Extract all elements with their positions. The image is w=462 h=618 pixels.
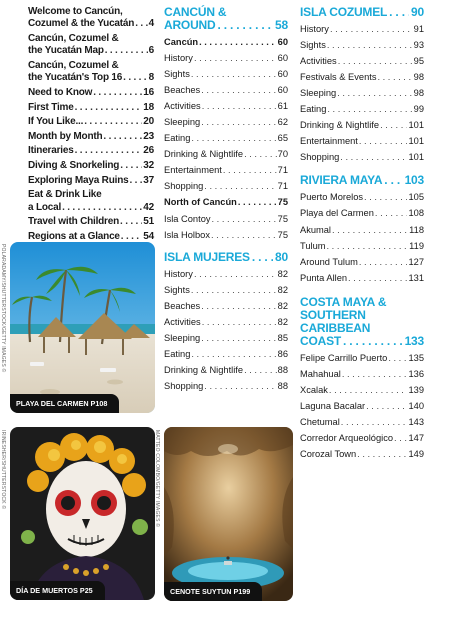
toc-item-label: Puerto Morelos bbox=[300, 192, 364, 203]
toc-item-label: Eating bbox=[164, 348, 191, 359]
toc-item[interactable] bbox=[164, 266, 288, 282]
toc-entry-label: Cancún, Cozumel & bbox=[28, 60, 119, 71]
dot-leader bbox=[201, 298, 276, 314]
toc-item-page: 75 bbox=[277, 197, 288, 208]
toc-entry[interactable] bbox=[28, 60, 154, 85]
section-page: 133 bbox=[404, 333, 424, 348]
toc-item[interactable] bbox=[300, 446, 424, 462]
toc-item-label: Sleeping bbox=[164, 117, 201, 128]
toc-entry-label: a Local bbox=[28, 201, 62, 213]
toc-item-page: 88 bbox=[277, 380, 288, 391]
dot-leader bbox=[75, 145, 143, 157]
toc-entry[interactable] bbox=[28, 145, 154, 157]
toc-entry-page: 23 bbox=[143, 130, 154, 142]
toc-item[interactable] bbox=[300, 133, 424, 149]
section-title-line: SOUTHERN bbox=[300, 307, 366, 322]
toc-entry-label: Welcome to Cancún, bbox=[28, 6, 123, 17]
toc-entry[interactable] bbox=[28, 160, 154, 172]
dot-leader bbox=[202, 314, 277, 330]
toc-item-page: 82 bbox=[277, 300, 288, 311]
toc-item-page: 62 bbox=[277, 117, 288, 128]
toc-entry-page: 16 bbox=[143, 87, 154, 98]
toc-entry-label: Cozumel & the Yucatán bbox=[28, 18, 135, 30]
toc-item-label: Eating bbox=[300, 104, 327, 115]
toc-item[interactable] bbox=[164, 211, 288, 227]
toc-item[interactable] bbox=[164, 162, 288, 178]
toc-entry-page: 18 bbox=[143, 101, 154, 113]
toc-item-label: History bbox=[300, 24, 329, 34]
dot-leader bbox=[357, 446, 407, 462]
toc-item-label: Laguna Bacalar bbox=[300, 400, 366, 411]
toc-item-page: 91 bbox=[413, 24, 424, 34]
toc-item-label: Chetumal bbox=[300, 416, 340, 427]
dot-leader bbox=[199, 34, 277, 50]
toc-item-page: 85 bbox=[277, 332, 288, 343]
toc-item[interactable] bbox=[300, 430, 424, 446]
mujeres-item-list bbox=[164, 266, 288, 394]
toc-item-label: Punta Allen bbox=[300, 272, 348, 283]
section-title-line: CANCÚN & bbox=[164, 5, 227, 19]
toc-item-label: Tulum bbox=[300, 240, 326, 251]
toc-item[interactable] bbox=[164, 346, 288, 362]
toc-item-page: 60 bbox=[277, 85, 288, 96]
toc-item-label: Corozal Town bbox=[300, 448, 357, 459]
toc-item-label: Cancún bbox=[164, 37, 199, 47]
toc-item-label: Xcalak bbox=[300, 384, 328, 395]
section-title-line: AROUND bbox=[164, 18, 216, 32]
dot-leader bbox=[120, 216, 142, 228]
toc-item-page: 131 bbox=[408, 272, 424, 283]
toc-item[interactable] bbox=[300, 238, 424, 254]
toc-item-page: 136 bbox=[408, 368, 424, 379]
dot-leader bbox=[204, 178, 276, 194]
dot-leader bbox=[364, 189, 407, 205]
dot-leader bbox=[329, 382, 408, 398]
dot-leader bbox=[191, 346, 276, 362]
toc-entry[interactable] bbox=[28, 6, 154, 31]
section-title-line: CARIBBEAN bbox=[300, 320, 371, 335]
toc-item[interactable] bbox=[300, 254, 424, 270]
muertos-credit: IRINESHER/SHUTTERSTOCK © bbox=[0, 430, 6, 510]
section-riviera-heading[interactable] bbox=[300, 174, 424, 187]
dot-leader bbox=[84, 116, 142, 128]
beach-credit: POLARADAMY/SHUTTERSTOCK/GETTY IMAGES © bbox=[0, 244, 6, 373]
toc-item-label: North of Cancún bbox=[164, 197, 237, 208]
toc-item-label: Drinking & Nightlife bbox=[164, 364, 244, 375]
dot-leader bbox=[135, 18, 147, 30]
dot-leader bbox=[129, 175, 142, 187]
toc-item-label: Shopping bbox=[164, 380, 204, 391]
toc-entry[interactable] bbox=[28, 175, 154, 187]
section-costa-heading[interactable] bbox=[300, 296, 424, 348]
toc-item-label: Sleeping bbox=[164, 332, 201, 343]
dot-leader bbox=[194, 50, 277, 66]
dot-leader bbox=[327, 37, 413, 53]
toc-item-page: 75 bbox=[277, 229, 288, 240]
toc-entry-page: 6 bbox=[148, 45, 154, 57]
toc-item-page: 135 bbox=[408, 352, 424, 363]
toc-item[interactable] bbox=[164, 178, 288, 194]
toc-item[interactable] bbox=[164, 146, 288, 162]
toc-item-page: 82 bbox=[277, 268, 288, 279]
section-title-line: COAST bbox=[300, 333, 342, 348]
dot-leader bbox=[377, 69, 412, 85]
dot-leader bbox=[123, 72, 147, 84]
toc-item-page: 70 bbox=[277, 149, 288, 160]
toc-item[interactable] bbox=[164, 130, 288, 146]
toc-entry-label: First Time bbox=[28, 101, 74, 113]
toc-entry-label: Travel with Children bbox=[28, 216, 120, 228]
section-cozumel-heading[interactable] bbox=[300, 6, 424, 19]
toc-item-page: 108 bbox=[408, 208, 424, 219]
toc-item[interactable] bbox=[300, 69, 424, 85]
section-page: 58 bbox=[275, 18, 288, 32]
toc-item[interactable] bbox=[164, 330, 288, 346]
dot-leader bbox=[337, 85, 412, 101]
toc-entry-page: 42 bbox=[143, 201, 154, 213]
toc-item[interactable] bbox=[300, 398, 424, 414]
toc-item[interactable] bbox=[300, 117, 424, 133]
toc-item-label: Isla Holbox bbox=[164, 229, 210, 240]
toc-item-page: 75 bbox=[277, 213, 288, 224]
dot-leader bbox=[201, 330, 276, 346]
dot-leader bbox=[341, 414, 408, 430]
dot-leader bbox=[375, 205, 408, 221]
toc-entry-label: Regions at a Glance bbox=[28, 230, 120, 242]
section-page: 80 bbox=[275, 249, 288, 264]
dot-leader bbox=[103, 131, 142, 143]
toc-item-page: 101 bbox=[408, 120, 424, 131]
toc-item[interactable] bbox=[300, 366, 424, 382]
toc-item[interactable] bbox=[164, 362, 288, 378]
toc-item-label: Isla Contoy bbox=[164, 213, 211, 224]
toc-item-page: 98 bbox=[413, 72, 424, 83]
dot-leader bbox=[93, 87, 142, 99]
toc-item[interactable] bbox=[300, 270, 424, 286]
toc-entry[interactable] bbox=[28, 33, 154, 58]
toc-item-label: Akumal bbox=[300, 224, 332, 235]
riviera-item-list bbox=[300, 189, 424, 285]
toc-item-page: 95 bbox=[413, 56, 424, 67]
muertos-illustration bbox=[10, 427, 155, 600]
dot-leader bbox=[330, 21, 413, 37]
toc-entry-label: the Yucatán's Top 16 bbox=[28, 72, 123, 84]
toc-item-page: 119 bbox=[409, 240, 424, 251]
dot-leader bbox=[359, 133, 408, 149]
dot-leader bbox=[120, 160, 142, 172]
toc-item-page: 86 bbox=[277, 348, 288, 359]
toc-item-label: Corredor Arqueológico bbox=[300, 432, 394, 443]
dot-leader bbox=[244, 362, 277, 378]
dot-leader bbox=[342, 366, 408, 382]
costa-item-list bbox=[300, 350, 424, 462]
toc-entry-label: If You Like... bbox=[28, 116, 84, 128]
dot-leader bbox=[194, 266, 277, 282]
toc-item-label: Mahahual bbox=[300, 368, 341, 379]
dot-leader bbox=[201, 82, 276, 98]
toc-item-label: Drinking & Nightlife bbox=[300, 120, 380, 131]
toc-item[interactable] bbox=[164, 98, 288, 114]
dot-leader bbox=[338, 53, 413, 69]
dot-leader bbox=[244, 146, 277, 162]
section-page: 103 bbox=[404, 173, 424, 188]
toc-item[interactable] bbox=[164, 282, 288, 298]
toc-item-page: 60 bbox=[277, 37, 288, 47]
toc-item-label: History bbox=[164, 268, 193, 279]
dot-leader bbox=[359, 254, 408, 270]
dot-leader bbox=[388, 350, 407, 366]
dot-leader bbox=[332, 222, 408, 238]
toc-item[interactable] bbox=[164, 66, 288, 82]
toc-item[interactable] bbox=[300, 205, 424, 221]
toc-item-label: Felipe Carrillo Puerto bbox=[300, 352, 388, 363]
toc-item[interactable] bbox=[164, 298, 288, 314]
toc-item[interactable] bbox=[300, 414, 424, 430]
dot-leader bbox=[191, 130, 276, 146]
toc-entry-label: Month by Month bbox=[28, 130, 103, 142]
toc-item[interactable] bbox=[164, 114, 288, 130]
toc-item-label: Beaches bbox=[164, 85, 201, 96]
toc-entry-label: Need to Know bbox=[28, 87, 93, 98]
muertos-caption: DÍA DE MUERTOS P25 bbox=[10, 581, 105, 600]
toc-item[interactable] bbox=[300, 382, 424, 398]
toc-item-page: 147 bbox=[408, 432, 424, 443]
toc-item-page: 118 bbox=[409, 224, 424, 235]
toc-entry-label: Eat & Drink Like bbox=[28, 189, 102, 201]
toc-entry-label: Cancún, Cozumel & bbox=[28, 33, 119, 44]
dot-leader bbox=[238, 194, 277, 210]
dot-leader bbox=[211, 227, 277, 243]
toc-item-page: 98 bbox=[413, 88, 424, 99]
section-title: RIVIERA MAYA bbox=[300, 173, 383, 188]
dot-leader bbox=[212, 211, 277, 227]
toc-item-page: 127 bbox=[408, 256, 424, 267]
toc-item[interactable] bbox=[164, 314, 288, 330]
toc-entry[interactable] bbox=[28, 116, 154, 128]
section-page: 90 bbox=[411, 5, 424, 19]
toc-entry-page: 54 bbox=[143, 230, 154, 242]
beach-photo bbox=[10, 242, 155, 413]
toc-entry-page: 8 bbox=[148, 72, 154, 84]
section-title-line: COSTA MAYA & bbox=[300, 294, 387, 309]
toc-item[interactable] bbox=[164, 194, 288, 210]
toc-item-page: 61 bbox=[277, 101, 288, 112]
toc-item[interactable] bbox=[300, 21, 424, 37]
toc-entry[interactable] bbox=[28, 87, 154, 99]
toc-item-label: Beaches bbox=[164, 300, 201, 311]
toc-item[interactable] bbox=[300, 350, 424, 366]
section-title: ISLA COZUMEL bbox=[300, 5, 388, 19]
dot-leader bbox=[366, 398, 407, 414]
toc-item-label: Festivals & Events bbox=[300, 72, 377, 83]
toc-entry-page: 4 bbox=[148, 18, 154, 30]
dot-leader bbox=[62, 202, 142, 214]
toc-item[interactable] bbox=[164, 82, 288, 98]
toc-item-label: Sights bbox=[164, 284, 190, 295]
dot-leader bbox=[105, 45, 148, 57]
dot-leader bbox=[348, 270, 407, 286]
toc-entry-label: Itineraries bbox=[28, 145, 74, 157]
toc-item-label: Activities bbox=[164, 101, 201, 112]
toc-entry[interactable] bbox=[28, 102, 154, 114]
toc-item-page: 140 bbox=[408, 400, 424, 411]
cenote-photo bbox=[164, 427, 293, 601]
toc-item-page: 105 bbox=[408, 192, 424, 203]
toc-entry-page: 26 bbox=[143, 145, 154, 157]
toc-item[interactable] bbox=[164, 378, 288, 394]
dot-leader bbox=[223, 162, 277, 178]
toc-item-page: 71 bbox=[277, 165, 288, 176]
toc-item-page: 60 bbox=[277, 69, 288, 80]
toc-item[interactable] bbox=[164, 34, 288, 50]
toc-item-page: 101 bbox=[408, 136, 424, 147]
contents-column-2 bbox=[164, 6, 288, 394]
toc-item-label: Shopping bbox=[164, 181, 204, 192]
toc-entry[interactable] bbox=[28, 216, 154, 228]
dot-leader bbox=[394, 430, 407, 446]
toc-item[interactable] bbox=[300, 149, 424, 165]
cancun-item-list bbox=[164, 34, 288, 243]
toc-item-label: Entertainment bbox=[300, 136, 358, 147]
toc-item[interactable] bbox=[300, 189, 424, 205]
toc-item[interactable] bbox=[300, 101, 424, 117]
toc-item-label: Sleeping bbox=[300, 88, 337, 99]
beach-illustration bbox=[10, 242, 155, 413]
toc-item-page: 101 bbox=[408, 152, 424, 163]
dot-leader bbox=[204, 378, 276, 394]
toc-item-label: Activities bbox=[164, 316, 201, 327]
toc-item-label: Activities bbox=[300, 56, 337, 67]
section-mujeres-heading[interactable] bbox=[164, 251, 288, 264]
toc-item-page: 143 bbox=[408, 416, 424, 427]
toc-item[interactable] bbox=[164, 50, 288, 66]
toc-item-label: Sights bbox=[164, 69, 190, 80]
toc-item-page: 60 bbox=[277, 53, 288, 64]
toc-entry-label: the Yucatán Map bbox=[28, 45, 104, 57]
toc-entry-label: Exploring Maya Ruins bbox=[28, 174, 129, 186]
toc-entry[interactable] bbox=[28, 131, 154, 143]
toc-item-label: Around Tulum bbox=[300, 256, 358, 267]
dot-leader bbox=[191, 282, 277, 298]
toc-entry-page: 51 bbox=[143, 216, 154, 228]
toc-item-page: 139 bbox=[408, 384, 424, 395]
toc-item-page: 93 bbox=[413, 40, 424, 51]
contents-plan-your-trip bbox=[28, 6, 154, 245]
dot-leader bbox=[191, 66, 277, 82]
toc-entry-label: Diving & Snorkeling bbox=[28, 159, 120, 171]
toc-entry-page: 37 bbox=[143, 174, 154, 186]
toc-item-page: 99 bbox=[413, 104, 424, 115]
toc-item-label: Entertainment bbox=[164, 165, 222, 176]
toc-item[interactable] bbox=[300, 53, 424, 69]
toc-item-page: 82 bbox=[277, 284, 288, 295]
section-title: ISLA MUJERES bbox=[164, 249, 250, 264]
dot-leader bbox=[202, 98, 277, 114]
toc-item-label: History bbox=[164, 53, 193, 64]
toc-item-label: Sights bbox=[300, 40, 326, 51]
toc-item-page: 149 bbox=[408, 448, 424, 459]
beach-caption: PLAYA DEL CARMEN P108 bbox=[10, 394, 119, 413]
cenote-illustration bbox=[164, 427, 293, 601]
toc-item-page: 82 bbox=[277, 316, 288, 327]
dot-leader bbox=[327, 101, 412, 117]
dot-leader bbox=[75, 102, 143, 114]
toc-item[interactable] bbox=[300, 37, 424, 53]
dot-leader bbox=[327, 238, 409, 254]
toc-item-label: Shopping bbox=[300, 152, 340, 163]
toc-entry[interactable] bbox=[28, 189, 154, 214]
cenote-credit: MATTEO COLOMBO/GETTY IMAGES © bbox=[154, 430, 160, 528]
muertos-photo bbox=[10, 427, 155, 600]
contents-column-3 bbox=[300, 6, 424, 462]
cozumel-item-list bbox=[300, 21, 424, 165]
dot-leader bbox=[201, 114, 276, 130]
dot-leader bbox=[340, 149, 407, 165]
toc-item[interactable] bbox=[300, 222, 424, 238]
toc-item-page: 88 bbox=[277, 364, 288, 375]
toc-item-page: 71 bbox=[277, 181, 288, 192]
toc-entry-page: 20 bbox=[143, 116, 154, 128]
toc-entry-page: 32 bbox=[143, 159, 154, 171]
toc-item[interactable] bbox=[164, 227, 288, 243]
section-cancun-heading[interactable] bbox=[164, 6, 288, 32]
toc-item-label: Playa del Carmen bbox=[300, 208, 374, 219]
toc-item-label: Drinking & Nightlife bbox=[164, 149, 244, 160]
dot-leader bbox=[380, 117, 407, 133]
cenote-caption: CENOTE SUYTUN P199 bbox=[164, 582, 262, 601]
toc-item[interactable] bbox=[300, 85, 424, 101]
toc-item-label: Eating bbox=[164, 133, 191, 144]
toc-item-page: 65 bbox=[277, 133, 288, 144]
